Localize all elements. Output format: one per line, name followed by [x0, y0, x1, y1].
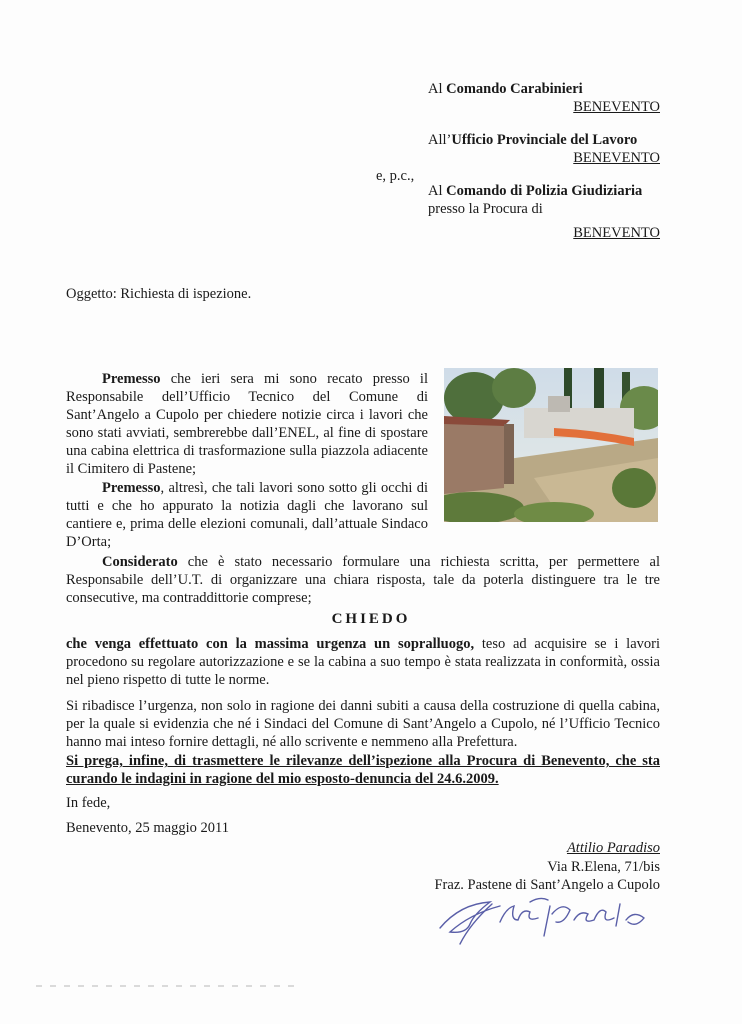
- paragraph-premesso-1: [66, 370, 428, 478]
- paragraph-final-request: Si prega, infine, di trasmettere le rilevanze dell’ispezione alla Procura di Benevento, che sta curando le indagini in ragione del mio esposto-denuncia del 24.6.2009.: [66, 753, 660, 787]
- paragraph-request: [66, 635, 660, 689]
- paragraph-keyword: Premesso: [102, 371, 161, 387]
- handwritten-signature: [430, 884, 680, 948]
- cc-label: e, p.c.,: [376, 168, 415, 184]
- recipient-prefix: Al: [428, 183, 447, 199]
- footer-smudge: [36, 976, 296, 980]
- paragraph-text: che è stato necessario formulare una richiesta scritta, per permettere al Responsabile dell’U.T. di organizzare una chiara risposta, tale da poterla distinguere tra le tre consecutive, ma contraddittorie comprese;: [66, 554, 660, 606]
- recipient-name: Comando Carabinieri: [446, 81, 583, 97]
- recipient-city: BENEVENTO: [573, 225, 660, 241]
- paragraph-premesso-2: [66, 479, 428, 551]
- recipient-ufficio-lavoro: [428, 131, 660, 167]
- recipient-carabinieri: [428, 80, 660, 116]
- recipient-city: BENEVENTO: [573, 150, 660, 166]
- paragraph-text: , altresì, che tali lavori sono sotto gli occhi di tutti e che ho appurato la notizia dagli che lavorano sul cantiere e, prima delle elezioni comunali, dall’attuale Sindaco D’Orta;: [66, 480, 428, 550]
- recipient-prefix: All’: [428, 132, 452, 148]
- request-emphasis: che venga effettuato con la massima urgenza un sopralluogo,: [66, 636, 475, 652]
- chiedo-heading: CHIEDO: [331, 611, 411, 627]
- paragraph-urgency: Si ribadisce l’urgenza, non solo in ragione dei danni subiti a causa della costruzione di quella cabina, per la quale si evidenzia che né i Sindaci del Comune di Sant’Angelo a Cupolo, né l’Ufficio Tecnico hanno mai inteso fornire dettagli, né allo scrivente e nemmeno alla Prefettura.: [66, 698, 660, 750]
- signer-address-street: Via R.Elena, 71/bis: [547, 859, 660, 875]
- recipient-city: BENEVENTO: [573, 99, 660, 115]
- construction-site-photo: [444, 368, 658, 522]
- paragraph-keyword: Considerato: [102, 554, 178, 570]
- place-date: Benevento, 25 maggio 2011: [66, 820, 229, 836]
- recipient-name: Ufficio Provinciale del Lavoro: [451, 132, 638, 148]
- request-text: teso ad acquisire se i lavori procedono su regolare autorizzazione e se la cabina a suo tempo è stata realizzata in conformità, ossia nel pieno rispetto di tutte le norme.: [66, 636, 660, 688]
- recipient-extra: presso la Procura di: [428, 201, 543, 217]
- signer-address-locality: Fraz. Pastene di Sant’Angelo a Cupolo: [434, 877, 660, 893]
- subject-line: Oggetto: Richiesta di ispezione.: [66, 286, 252, 302]
- paragraph-text: che ieri sera mi sono recato presso il Responsabile dell’Ufficio Tecnico del Comune di Sant’Angelo a Cupolo per chiedere notizie circa i lavori che sono stati avviati, sembrerebbe dall’ENEL, al fine di spostare una cabina elettrica di trasformazione sulla piazzola adiacente il Cimitero di Pastene;: [66, 371, 428, 477]
- recipient-polizia-giudiziaria: [428, 182, 660, 242]
- recipient-prefix: Al: [428, 81, 447, 97]
- signer-name: Attilio Paradiso: [566, 840, 660, 856]
- paragraph-keyword: Premesso: [102, 480, 161, 496]
- recipient-name: Comando di Polizia Giudiziaria: [446, 183, 643, 199]
- paragraph-considerato: [66, 553, 660, 607]
- closing: In fede,: [66, 795, 111, 811]
